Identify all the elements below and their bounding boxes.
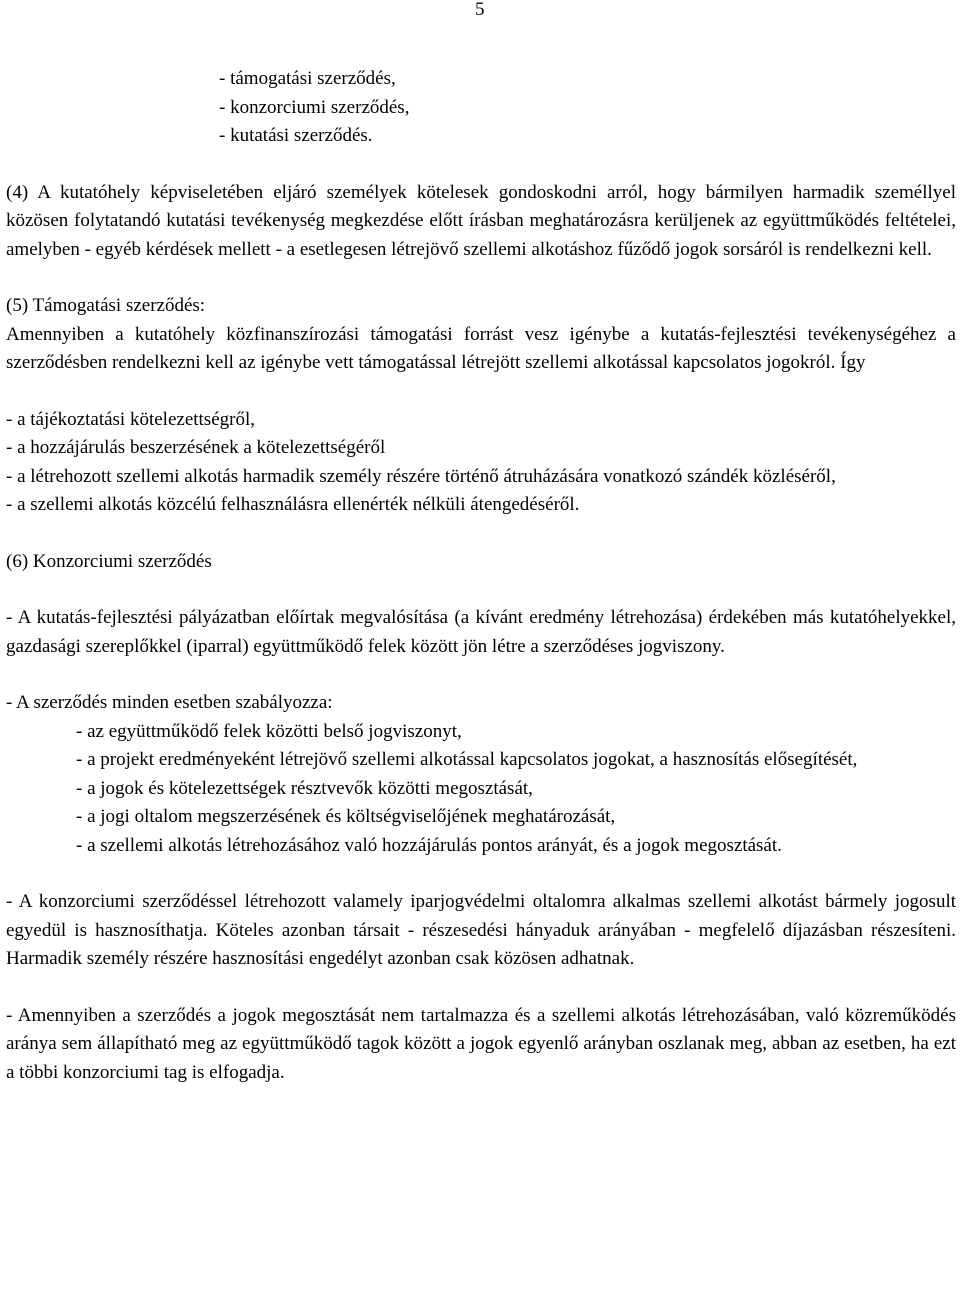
section-6-heading: (6) Konzorciumi szerződés [6, 550, 212, 572]
contract-types-list [219, 65, 956, 151]
section-4-paragraph: (4) A kutatóhely képviseletében eljáró személyek kötelesek gondoskodni arról, hogy bármilyen harmadik személlyel közösen folytatandó kutatási tevékenység megkezdése előtt írásban meghatározásra kerüljenek az együttműködés feltételei, amelyben - egyéb kérdések mellett - a esetlegesen létrejövő szellemi alkotáshoz fűződő jogok sorsáról is rendelkezni kell. [6, 181, 956, 260]
page-number: 5 [475, 0, 485, 20]
list-item: - kutatási szerződés. [219, 125, 373, 146]
section-6-paragraph-3: - A konzorciumi szerződéssel létrehozott valamely iparjogvédelmi oltalomra alkalmas szellemi alkotást bármely jogosult egyedül is hasznosíthatja. Köteles azonban társait - részesedési hányaduk arányában - megfelelő díjazásban részesíteni. Harmadik személy részére hasznosítási engedélyt azonban csak közösen adhatnak. [6, 891, 956, 969]
list-item: - a tájékoztatási kötelezettségről, [6, 408, 255, 430]
section-6-paragraph-4: - Amennyiben a szerződés a jogok megosztását nem tartalmazza és a szellemi alkotás létrehozásában, való közreműködés aránya sem állapítható meg az együttműködő tagok között a jogok egyenlő arányban oszlanak meg, abban az esetben, ha ezt a többi konzorciumi tag is elfogadja. [6, 1004, 956, 1083]
document-body [6, 65, 956, 1087]
section-5-paragraph: Amennyiben a kutatóhely közfinanszírozási támogatási forrást vesz igénybe a kutatás-fejlesztési tevékenységéhez a szerződésben rendelkezni kell az igénybe vett támogatással létrejött szellemi alkotással kapcsolatos jogokról. Így [6, 323, 956, 373]
list-item: - a jogi oltalom megszerzésének és költségviselőjének meghatározását, [76, 806, 616, 827]
list-item: - a jogok és kötelezettségek résztvevők közötti megosztását, [76, 777, 533, 799]
section-6-rules-intro: - A szerződés minden esetben szabályozza: [6, 692, 333, 713]
list-item: - az együttműködő felek közötti belső jogviszonyt, [76, 720, 462, 742]
list-item: - a szellemi alkotás közcélú felhasználásra ellenérték nélküli átengedéséről. [6, 494, 580, 515]
list-item: - konzorciumi szerződés, [219, 96, 410, 118]
section-5-list [6, 406, 956, 520]
list-item: - a projekt eredményeként létrejövő szellemi alkotással kapcsolatos jogokat, a hasznosítás elősegítését, [76, 749, 858, 770]
section-6-rules-list [76, 718, 956, 861]
section-6-paragraph-1: - A kutatás-fejlesztési pályázatban előírtak megvalósítása (a kívánt eredmény létrehozása) érdekében más kutatóhelyekkel, gazdasági szereplőkkel (iparral) együttműködő felek között jön létre a szerződéses jogviszony. [6, 607, 956, 657]
section-6-rules [6, 689, 956, 860]
section-5 [6, 292, 956, 378]
list-item: - a hozzájárulás beszerzésének a kötelezettségéről [6, 437, 386, 458]
list-item: - támogatási szerződés, [219, 68, 396, 89]
list-item: - a létrehozott szellemi alkotás harmadik személy részére történő átruházására vonatkozó szándék közléséről, [6, 465, 836, 487]
list-item: - a szellemi alkotás létrehozásához való hozzájárulás pontos arányát, és a jogok megosztását. [76, 834, 782, 856]
section-5-heading: (5) Támogatási szerződés: [6, 295, 206, 316]
